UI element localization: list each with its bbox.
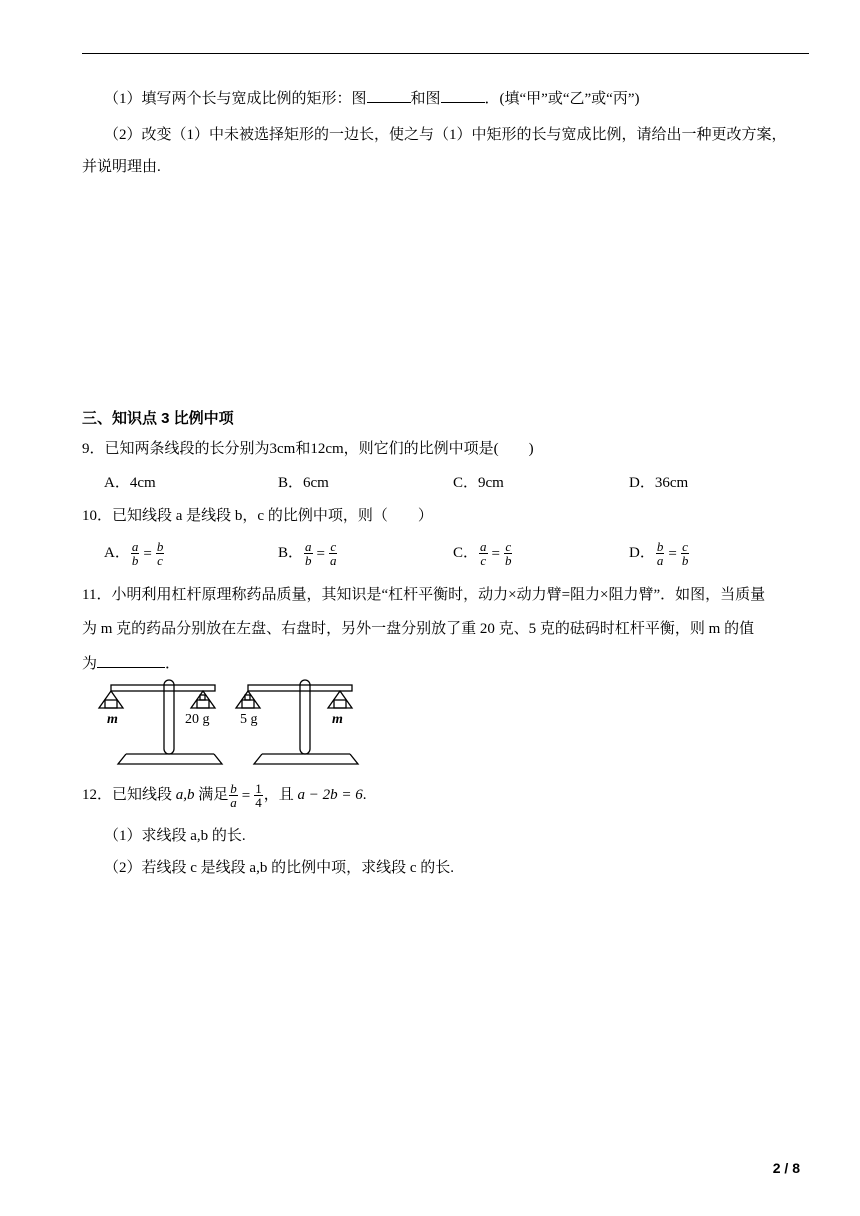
label-20g: 20 g — [185, 712, 210, 727]
label-5g: 5 g — [240, 712, 258, 727]
drug-box-left — [105, 700, 117, 708]
answer-blank[interactable] — [441, 88, 485, 103]
q8-part1: （1）填写两个长与宽成比例的矩形：图 和图 ．(填“甲”或“乙”或“丙”) — [104, 88, 639, 109]
drug-box-right — [334, 700, 346, 708]
q12-stem: 12．已知线段 a,b 满足 $\frac{b}{a}$ = $\frac{1}{4}$ ，且 a − 2b = 6. — [82, 781, 367, 810]
base-left — [118, 754, 222, 764]
q11-line3: 为 ． — [82, 653, 180, 674]
q9-option-b[interactable]: B．6cm — [278, 475, 329, 491]
q10-option-d[interactable]: D． $\frac{b}{a}$ = $\frac{c}{b}$ — [629, 539, 689, 568]
q9-option-c[interactable]: C．9cm — [453, 475, 504, 491]
q8-part2-line2: 并说明理由. — [82, 159, 161, 175]
q9-stem: 9．已知两条线段的长分别为3cm和12cm，则它们的比例中项是( ) — [82, 441, 534, 457]
fraction: $\frac{c}{b}$ — [504, 539, 512, 568]
fraction: $\frac{c}{b}$ — [681, 539, 689, 568]
fraction: $\frac{b}{a}$ — [656, 539, 664, 568]
fraction: $\frac{b}{a}$ — [230, 781, 237, 810]
fraction: $\frac{1}{4}$ — [255, 781, 262, 810]
section-heading: 三、知识点 3 比例中项 — [82, 410, 234, 427]
base-right — [254, 754, 358, 764]
q12-part1: （1）求线段 a,b 的长. — [104, 828, 246, 844]
q10-option-b[interactable]: B． $\frac{a}{b}$ = $\frac{c}{a}$ — [278, 539, 337, 568]
q11-line2: 为 m 克的药品分别放在左盘、右盘时，另外一盘分别放了重 20 克、5 克的砝码时杠杆平衡，则 m 的值 — [82, 621, 755, 637]
q10-stem: 10．已知线段 a 是线段 b，c 的比例中项，则（ ） — [82, 508, 433, 524]
answer-blank[interactable] — [367, 88, 411, 103]
fraction: $\frac{a}{b}$ — [131, 539, 139, 568]
q8-part2-line1: （2）改变（1）中未被选择矩形的一边长，使之与（1）中矩形的长与宽成比例，请给出一种更改方案， — [104, 127, 787, 143]
fraction: $\frac{b}{c}$ — [156, 539, 164, 568]
q9-option-d[interactable]: D．36cm — [629, 475, 689, 491]
header-rule — [82, 53, 809, 54]
beam-left — [111, 685, 215, 691]
q12-part2: （2）若线段 c 是线段 a,b 的比例中项，求线段 c 的长. — [104, 860, 454, 876]
answer-blank[interactable] — [97, 653, 165, 668]
q10-option-c[interactable]: C． $\frac{a}{c}$ = $\frac{c}{b}$ — [453, 539, 512, 568]
weight-knob-right — [245, 695, 250, 700]
balance-figure — [96, 676, 366, 772]
weight-box-left — [197, 700, 209, 708]
fraction: $\frac{a}{b}$ — [305, 539, 312, 568]
fraction: $\frac{c}{a}$ — [329, 539, 337, 568]
q11-line1: 11．小明利用杠杆原理称药品质量，其知识是“杠杆平衡时，动力×动力臂=阻力×阻力臂”．如图，当质量 — [82, 587, 766, 603]
weight-knob-left — [200, 695, 205, 700]
label-m-left: m — [107, 712, 118, 727]
q9-option-a[interactable]: A．4cm — [104, 475, 156, 491]
page-number: 2 / 8 — [772, 1160, 800, 1176]
fraction: $\frac{a}{c}$ — [480, 539, 487, 568]
label-m-right: m — [332, 712, 343, 727]
q10-option-a[interactable]: A． $\frac{a}{b}$ = $\frac{b}{c}$ — [104, 539, 164, 568]
weight-box-right — [242, 700, 254, 708]
